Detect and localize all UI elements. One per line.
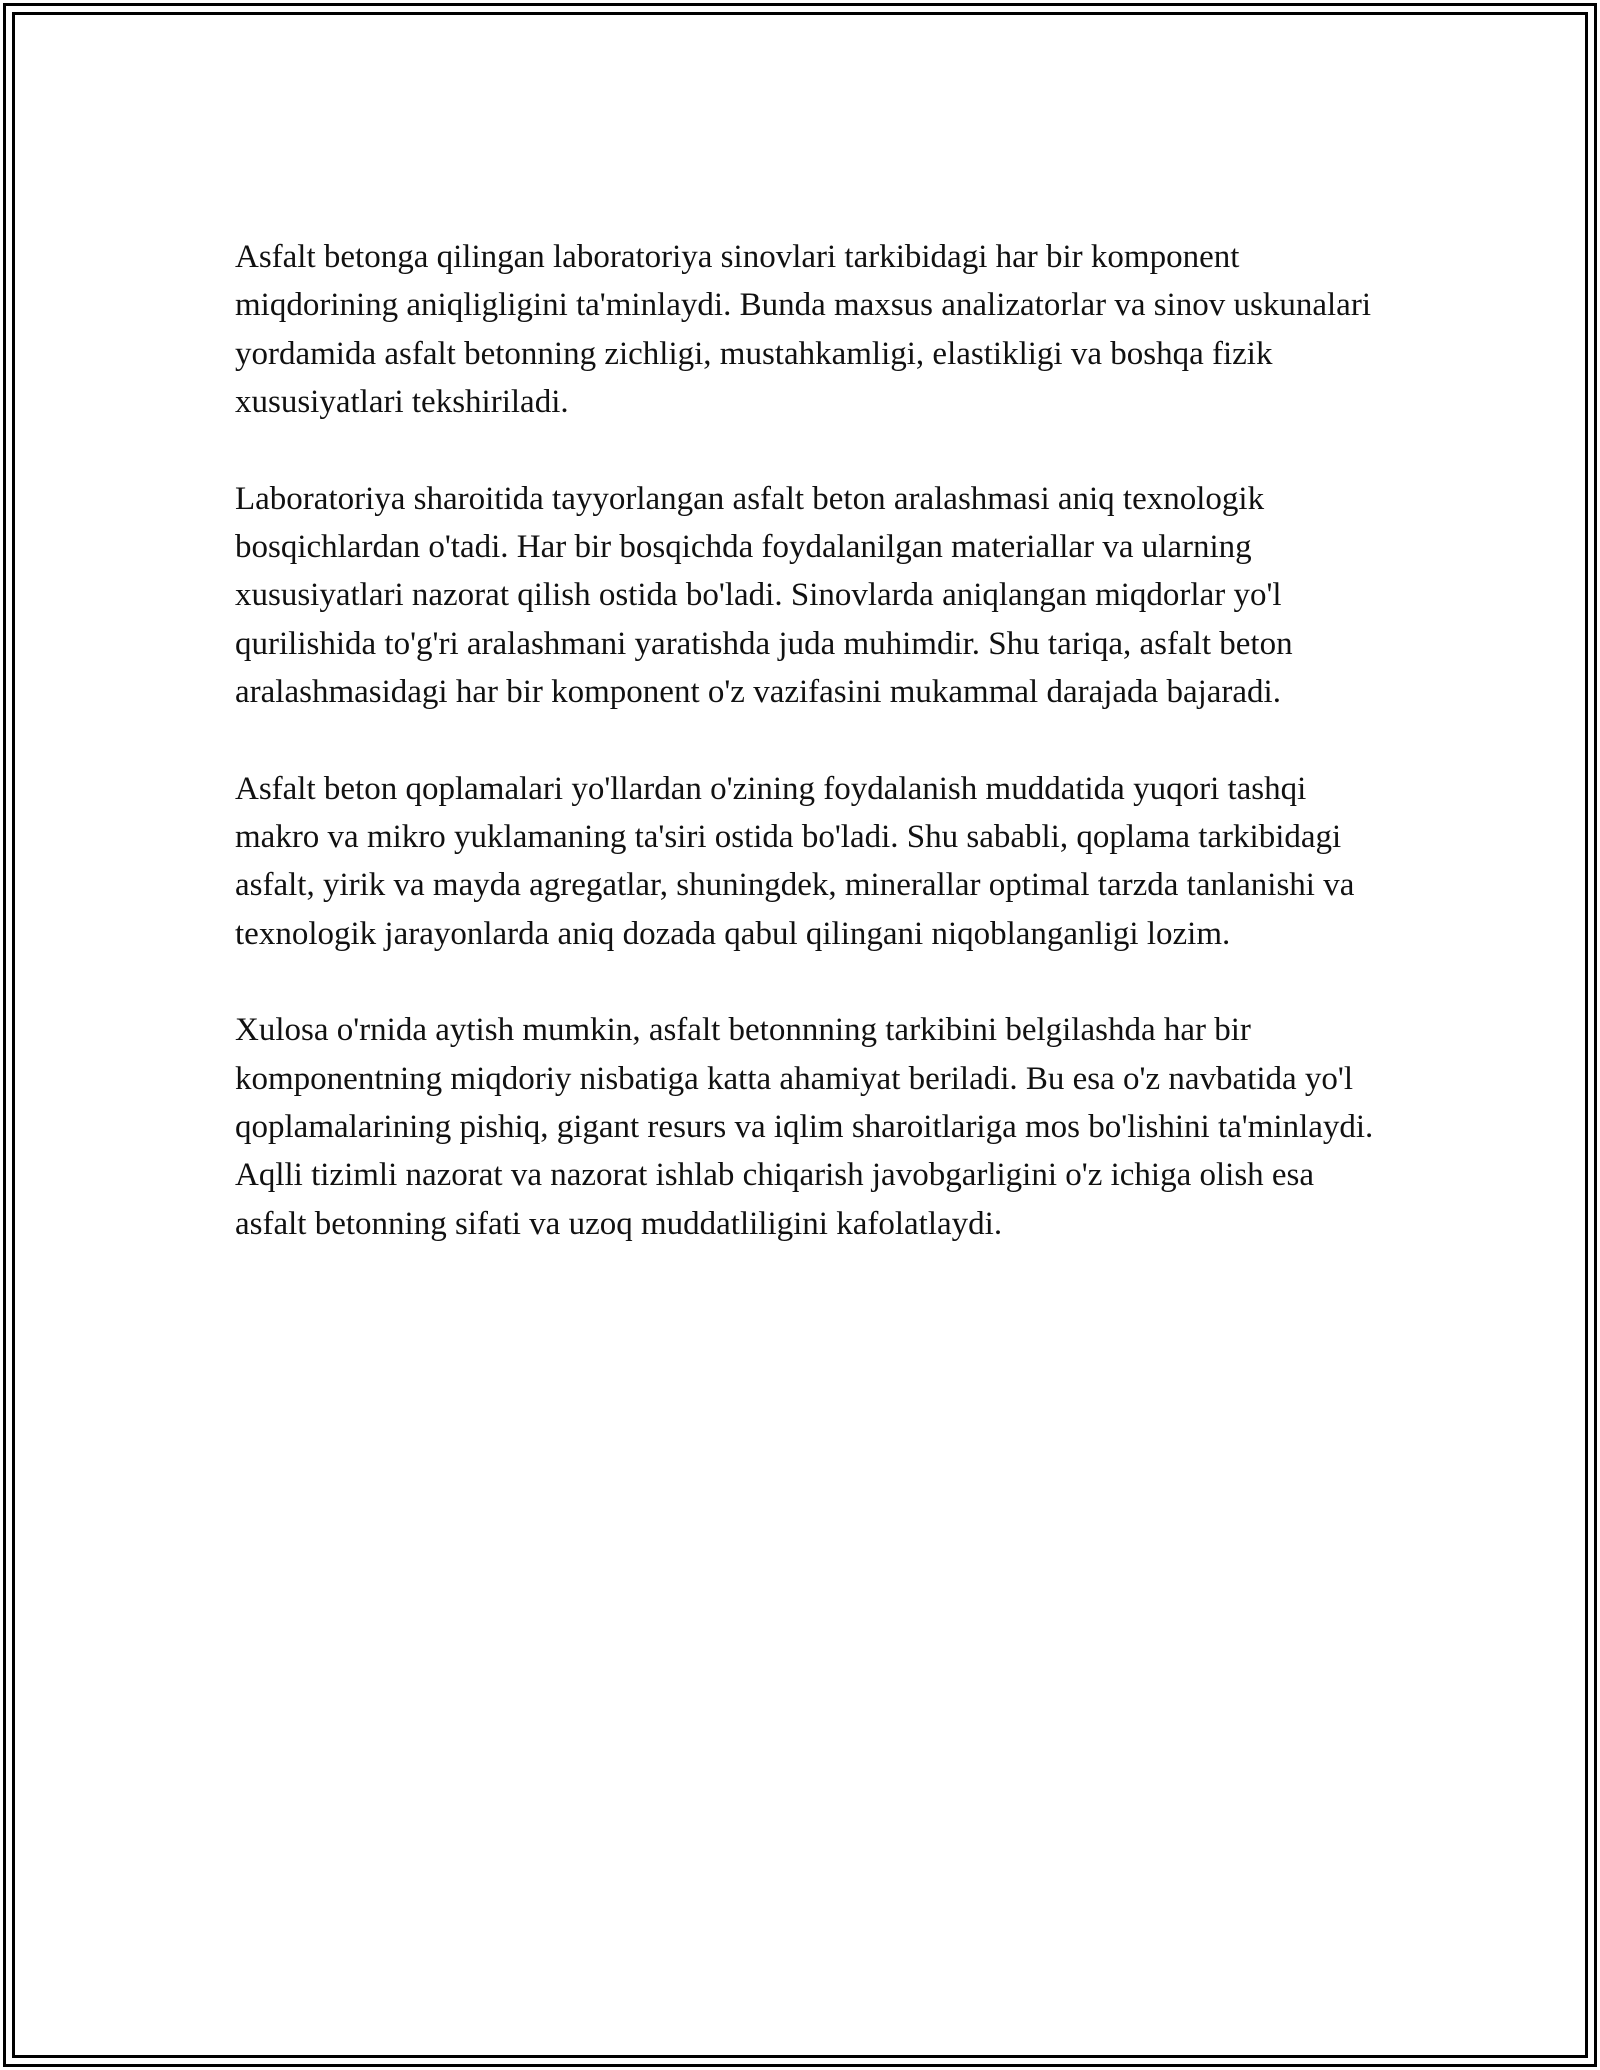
paragraph-4: Xulosa o'rnida aytish mumkin, asfalt betonnning tarkibini belgilashda har bir komponentning miqdoriy nisbatiga katta ahamiyat beriladi. Bu esa o'z navbatida yo'l qoplamalarining pishiq, gigant resurs va iqlim sharoitlariga mos bo'lishini ta'minlaydi. Aqlli tizimli nazorat va nazorat ishlab chiqarish javobgarligini o'z ichiga olish esa asfalt betonning sifati va uzoq muddatliligini kafolatlaydi. xyxy=(235,1012,1374,1242)
paragraph-1: Asfalt betonga qilingan laboratoriya sinovlari tarkibidagi har bir komponent miqdorining aniqligligini ta'minlaydi. Bunda maxsus analizatorlar va sinov uskunalari yordamida asfalt betonning zichligi, mustahkamligi, elastikligi va boshqa fizik xususiyatlari tekshiriladi. xyxy=(235,239,1371,420)
document-body xyxy=(235,233,1375,1296)
paragraph-3: Asfalt beton qoplamalari yo'llardan o'zining foydalanish muddatida yuqori tashqi makro va mikro yuklamaning ta'siri ostida bo'ladi. Shu sababli, qoplama tarkibidagi asfalt, yirik va mayda agregatlar, shuningdek, minerallar optimal tarzda tanlanishi va texnologik jarayonlarda aniq dozada qabul qilingani niqoblanganligi lozim. xyxy=(235,770,1355,952)
paragraph-2: Laboratoriya sharoitida tayyorlangan asfalt beton aralashmasi aniq texnologik bosqichlardan o'tadi. Har bir bosqichda foydalanilgan materiallar va ularning xususiyatlari nazorat qilish ostida bo'ladi. Sinovlarda aniqlangan miqdorlar yo'l qurilishida to'g'ri aralashmani yaratishda juda muhimdir. Shu tariqa, asfalt beton aralashmasidagi har bir komponent o'z vazifasini mukammal darajada bajaradi. xyxy=(235,480,1293,710)
